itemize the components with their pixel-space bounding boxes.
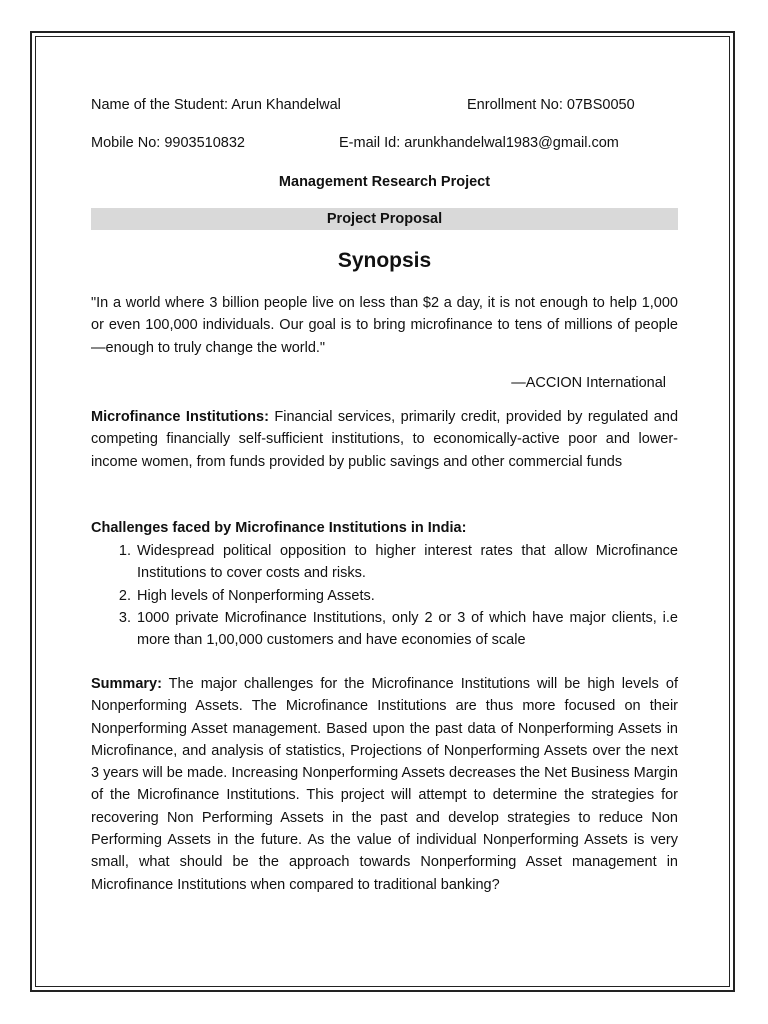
definition-paragraph — [91, 406, 678, 473]
definition-label: Microfinance Institutions: — [91, 409, 269, 425]
project-type-heading: Management Research Project — [278, 174, 491, 190]
student-name: Name of the Student: Arun Khandelwal — [91, 97, 341, 113]
challenges-heading: Challenges faced by Microfinance Institutions in India: — [91, 520, 467, 536]
mobile-number: Mobile No: 9903510832 — [91, 135, 245, 151]
student-info-row — [91, 94, 678, 116]
page-title: Synopsis — [337, 249, 432, 272]
summary-label: Summary: — [91, 676, 162, 692]
proposal-label: Project Proposal — [326, 211, 443, 227]
quote-attribution: —ACCION International — [511, 375, 666, 391]
list-item: 3. 1000 private Microfinance Institutions, only 2 or 3 of which have major clients, i.e more than 1,00,000 customers and have economies of scale — [135, 607, 678, 652]
email-address: E-mail Id: arunkhandelwal1983@gmail.com — [339, 135, 619, 151]
list-item: 2. High levels of Nonperforming Assets. — [135, 585, 678, 607]
challenges-list — [91, 540, 678, 651]
summary-text: The major challenges for the Microfinance Institutions will be high levels of Nonperforming Assets. The Microfinance Institutions are thus more focused on their Nonperforming Asset management. Based upon the past data of Nonperforming Assets in Microfinance, and analysis of statistics, Projections of Nonperforming Assets over the next 3 years will be made. Increasing Nonperforming Assets decreases the Net Business Margin of the Microfinance Institutions. This project will attempt to determine the strategies for recovering Non Performing Assets in the past and develop strategies to reduce Non Performing Assets in the future. As the value of individual Nonperforming Assets is very small, what should be the approach towards Nonperforming Asset management in Microfinance Institutions when compared to traditional banking? — [91, 676, 678, 893]
contact-info-row — [91, 132, 678, 154]
definition-text: Financial services, primarily credit, provided by regulated and competing financially self-sufficient institutions, to economically-active poor and lower-income women, from funds provided by public savings and other commercial funds — [91, 409, 679, 470]
enrollment-number: Enrollment No: 07BS0050 — [467, 97, 635, 113]
summary-paragraph — [91, 673, 678, 896]
quote-text: "In a world where 3 billion people live on less than $2 a day, it is not enough to help 1,000 or even 100,000 individuals. Our goal is to bring microfinance to tens of millions of people—enough to truly change the world." — [91, 295, 678, 356]
list-item: 1. Widespread political opposition to higher interest rates that allow Microfinance Institutions to cover costs and risks. — [135, 540, 678, 585]
